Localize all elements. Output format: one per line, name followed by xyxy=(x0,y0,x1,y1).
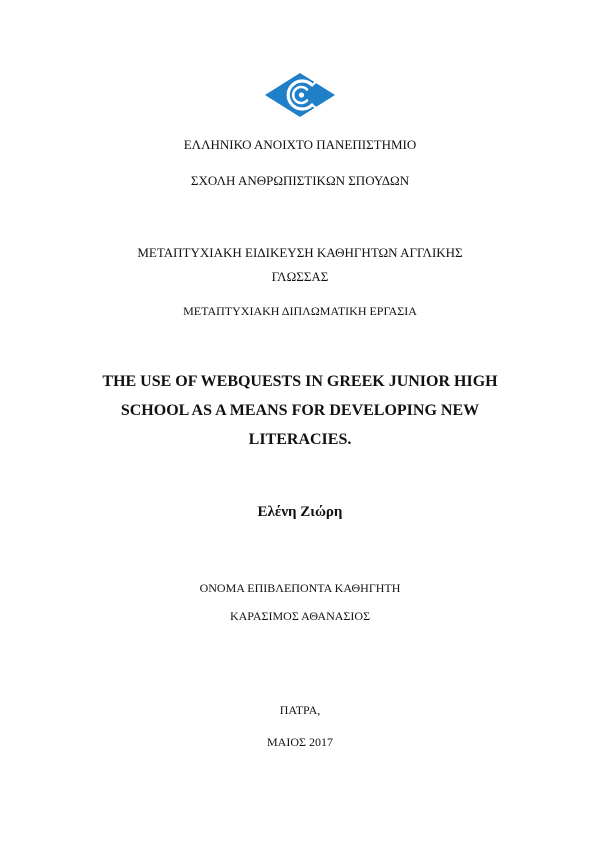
program-line-2: ΓΛΩΣΣΑΣ xyxy=(271,269,329,284)
university-name: ΕΛΛΗΝΙΚΟ ΑΝΟΙΧΤΟ ΠΑΝΕΠΙΣΤΗΜΙΟ xyxy=(183,137,417,152)
program-line-1: ΜΕΤΑΠΤΥΧΙΑΚΗ ΕΙΔΙΚΕΥΣΗ ΚΑΘΗΓΗΤΩΝ ΑΓΓΛΙΚΗΣ xyxy=(137,245,463,260)
supervisor-label: ΟΝΟΜΑ ΕΠΙΒΛΕΠΟΝΤΑ ΚΑΘΗΓΗΤΗ xyxy=(199,581,401,595)
school-name: ΣΧΟΛΗ ΑΝΘΡΩΠΙΣΤΙΚΩΝ ΣΠΟΥΔΩΝ xyxy=(190,173,410,188)
university-logo-icon xyxy=(264,72,336,118)
city: ΠΑΤΡΑ, xyxy=(279,703,321,717)
date: ΜΑΙΟΣ 2017 xyxy=(267,735,333,749)
thesis-title-line-2: SCHOOL AS A MEANS FOR DEVELOPING NEW xyxy=(120,402,480,419)
thesis-title-line-3: LITERACIES. xyxy=(248,431,352,448)
author-name: Ελένη Ζιώρη xyxy=(257,504,343,520)
thesis-type: ΜΕΤΑΠΤΥΧΙΑΚΗ ΔΙΠΛΩΜΑΤΙΚΗ ΕΡΓΑΣΙΑ xyxy=(183,304,417,318)
supervisor-name: ΚΑΡΑΣΙΜΟΣ ΑΘΑΝΑΣΙΟΣ xyxy=(229,609,371,623)
thesis-title-line-1: THE USE OF WEBQUESTS IN GREEK JUNIOR HIGH xyxy=(102,373,498,390)
